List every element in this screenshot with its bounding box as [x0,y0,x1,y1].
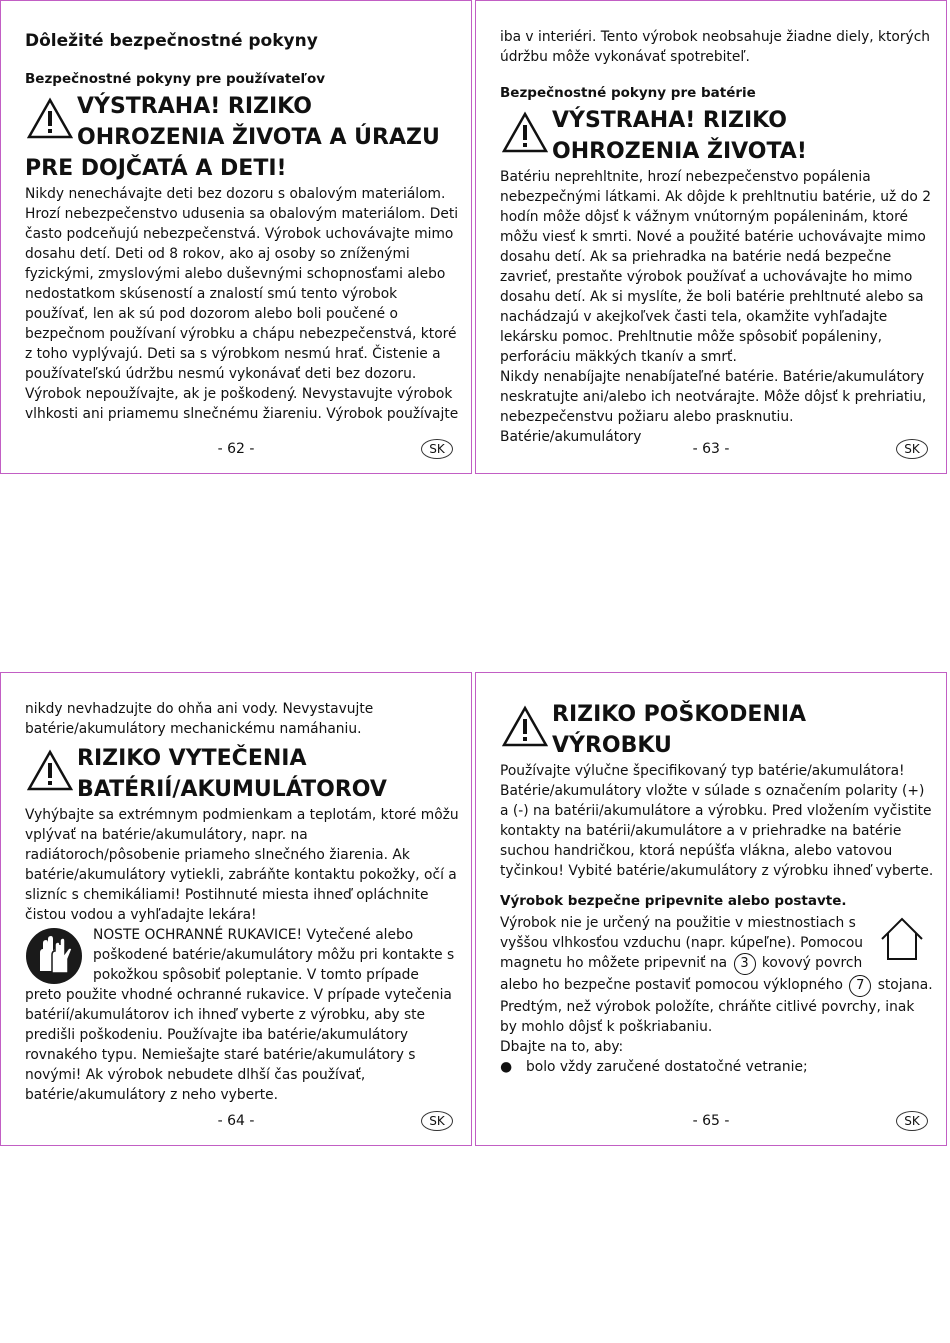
body-text: Nikdy nenabíjajte nenabíjateľné batérie. Batérie/akumulátory neskratujte ani/alebo ich neotvárajte. Môže dôjsť k prehriatiu, nebezpečenstvu požiaru alebo prasknutiu. Batérie/akumulátory [500,369,927,445]
page-62 [0,0,472,474]
warning-block [500,105,934,167]
mount-text: kovový povrch alebo ho bezpečne postaviť pomocou výklopného [500,955,863,993]
page-content [25,699,459,1105]
warning-line: RIZIKO VYTEČENIA [77,746,307,771]
warning-block [25,743,459,805]
body-text: Nikdy nenechávajte deti bez dozoru s obalovým materiálom. Hrozí nebezpečenstvo udusenia sa obalovým materiálom. Deti často podceňujú nebezpečenstvá. Výrobok uchovávajte mimo dosahu detí. Deti od 8 rokov, ako aj osoby so zníženými fyzickými, zmyslovými alebo duševnými schopnosťami alebo nedostatkom skúseností a znalostí smú tento výrobok používať, len ak sú pod dozorom alebo boli poučené o bezpečnom používaní výrobku a chápu nebezpečenstvá, ktoré z toho vyplývajú. Deti sa s výrobkom nesmú hrať. Čistenie a používateľskú údržbu nesmú vykonávať deti bez dozoru. Výrobok nepoužívajte, ak je poškodený. Nevystavujte výrobok vlhkosti ani priamemu slnečnému žiareniu. Výrobok používajte [25,186,459,422]
warning-line: BATÉRIÍ/AKUMULÁTOROV [77,777,387,802]
page-number: - 65 - [692,1113,730,1129]
warning-triangle-icon [27,749,73,791]
list-item-text: bolo vždy zaručené dostatočné vetranie; [526,1059,808,1075]
language-badge: SK [896,1111,928,1131]
warning-line: VÝSTRAHA! RIZIKO [552,108,787,133]
warning-triangle-icon [502,705,548,747]
warning-triangle-icon [27,97,73,139]
page-footer [476,1111,946,1131]
page-footer [476,439,946,459]
warning-line: RIZIKO POŠKODENIA [552,702,807,727]
gloves-notice [25,925,459,1105]
part-reference: 3 [734,953,756,975]
body-text: Dbajte na to, aby: [500,1039,624,1055]
warning-line: OHROZENIA ŽIVOTA A ÚRAZU [77,125,440,150]
gloves-title: NOSTE OCHRANNÉ RUKAVICE! [93,927,302,943]
warning-line: OHROZENIA ŽIVOTA! [552,139,807,164]
part-reference: 7 [849,975,871,997]
list-item [500,1057,934,1077]
bullet-icon: ● [500,1059,513,1075]
mount-text: stojana. Predtým, než výrobok položíte, chráňte citlivé povrchy, inak by mohlo dôjsť k poškriabaniu. [500,977,933,1035]
page-number: - 63 - [692,441,730,457]
warning-line: PRE DOJČATÁ A DETI! [25,156,287,181]
body-text: iba v interiéri. Tento výrobok neobsahuje žiadne diely, ktorých údržbu môže vykonávať spotrebiteľ. [500,29,931,65]
house-icon [878,915,926,963]
body-text: Používajte výlučne špecifikovaný typ batérie/akumulátora! Batérie/akumulátory vložte v súlade s označením polarity (+) a (-) na batérii/akumulátore a výrobku. Pred vložením vyčistite kontakty na batérii/akumulátore a v priehradke na batérie suchou handričkou, ktorá nepúšťa vlákna, alebo vatovou tyčinkou! Vybité batérie/akumulátory z výrobku ihneď vyberte. [500,763,934,879]
page-63 [475,0,947,474]
warning-line: VÝSTRAHA! RIZIKO [77,94,312,119]
gloves-text: Vytečené alebo poškodené batérie/akumulátory môžu pri kontakte s pokožkou spôsobiť poleptanie. V tomto prípade preto použite vhodné ochranné rukavice. V prípade vytečenia batérií/akumulátorov ich ihneď vyberte z výrobku, aby ste predišli poškodeniu. Používajte iba batérie/akumulátory rovnakého typu. Nemiešajte staré batérie/akumulátory s novými! Ak výrobok nebudete dlhší čas používať, batérie/akumulátory z neho vyberte. [25,927,455,1103]
subheading: Bezpečnostné pokyny pre batérie [500,85,756,101]
warning-triangle-icon [502,111,548,153]
mount-text: Výrobok nie je určený na použitie v miestnostiach s vyššou vlhkosťou vzduchu (napr. kúpeľne). Pomocou magnetu ho môžete pripevniť na [500,915,864,971]
page-content [500,27,934,447]
body-text [500,913,934,1037]
subheading: Bezpečnostné pokyny pre používateľov [25,71,326,87]
gloves-icon [25,927,83,985]
body-text [25,925,459,1105]
body-text: Vyhýbajte sa extrémnym podmienkam a teplotám, ktoré môžu vplývať na batérie/akumulátory, napr. na radiátoroch/pôsobenie priameho slnečného žiarenia. Ak batérie/akumulátory vytiekli, zabráňte kontaktu pokožky, očí a slizníc s chemikáliami! Postihnuté miesta ihneď opláchnite čistou vodou a vyhľadajte lekára! [25,807,459,923]
body-text: nikdy nevhadzujte do ohňa ani vody. Nevystavujte batérie/akumulátory mechanickému namáhaniu. [25,701,374,737]
page-content [25,1,459,424]
body-text: Batériu neprehltnite, hrozí nebezpečenstvo popálenia nebezpečnými látkami. Ak dôjde k prehltnutiu batérie, už do 2 hodín môže dôjsť k vážnym vnútorným popáleninám, ktoré môžu viesť k smrti. Nové a použité batérie uchovávajte mimo dosahu detí. Ak sa priehradka na batérie nedá bezpečne zavrieť, prestaňte výrobok používať a uchovávajte ho mimo dosahu detí. Ak si myslíte, že boli batérie prehltnuté alebo sa nachádzajú v akejkoľvek časti tela, okamžite vyhľadajte lekársku pomoc. Prehltnutie môže spôsobiť popáleniny, perforáciu mäkkých tkanív a smrť. [500,169,931,365]
subheading: Výrobok bezpečne pripevnite alebo postavte. [500,893,847,909]
page-number: - 64 - [217,1113,255,1129]
page-footer [1,439,471,459]
language-badge: SK [896,439,928,459]
page-number: - 62 - [217,441,255,457]
language-badge: SK [421,439,453,459]
page-content [500,699,934,1077]
page-footer [1,1111,471,1131]
page-65 [475,672,947,1146]
warning-line: VÝROBKU [552,733,672,758]
page-64 [0,672,472,1146]
warning-block [500,699,934,761]
section-heading: Dôležité bezpečnostné pokyny [25,31,318,51]
language-badge: SK [421,1111,453,1131]
warning-block [25,91,459,184]
